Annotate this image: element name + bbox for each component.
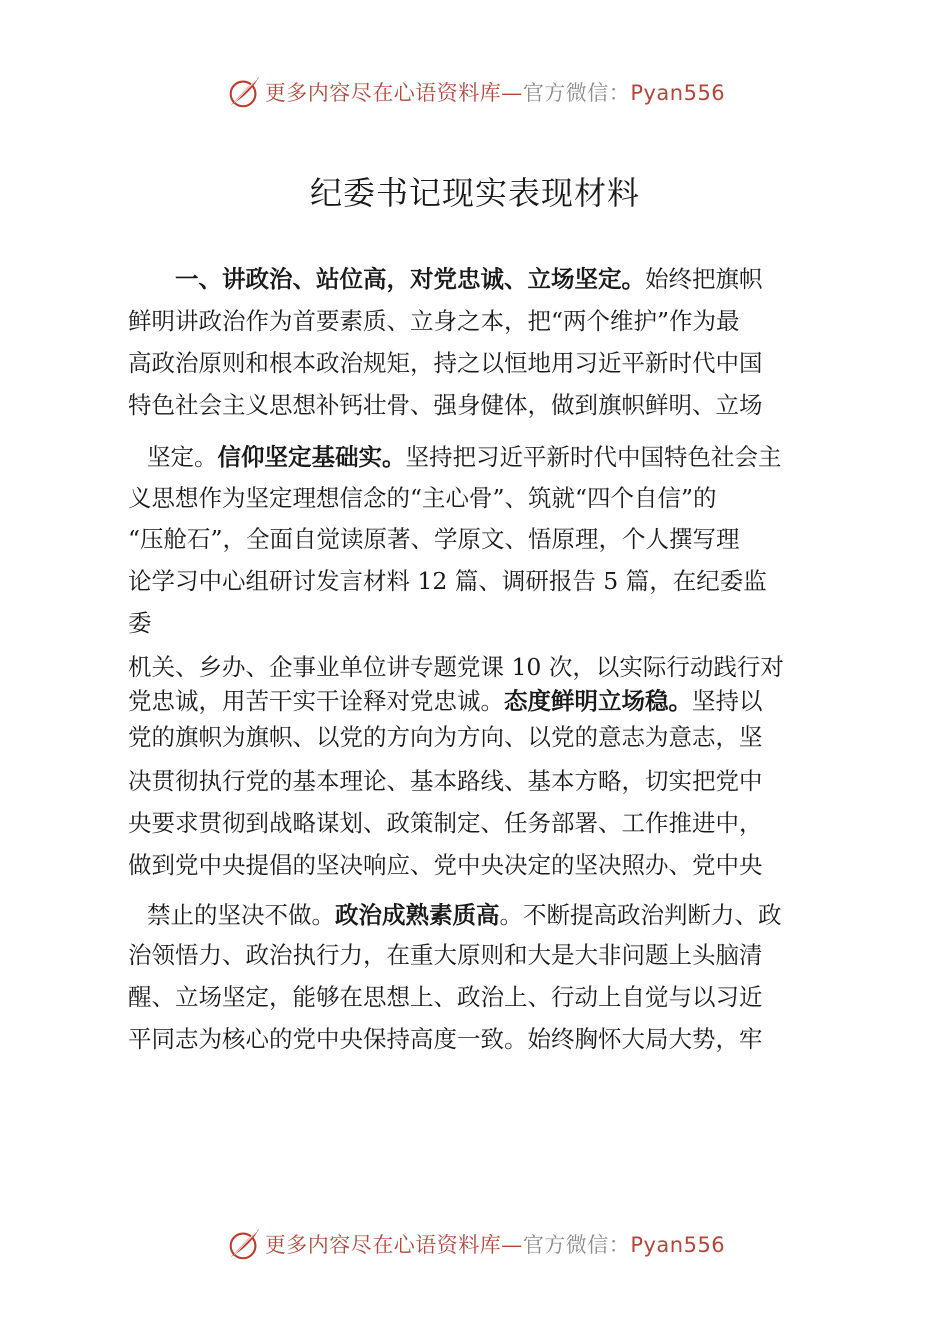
footer-banner: [0, 1222, 950, 1266]
body-line: [128, 720, 828, 756]
bold-heading-run: 政治成熟素质高: [335, 901, 500, 929]
body-line: [128, 650, 828, 686]
text-run: 机关、乡办、企事业单位讲专题党课 10 次，以实际行动践行对: [128, 653, 784, 681]
text-run: 鲜明讲政治作为首要素质、立身之本，把“两个维护”作为最: [128, 307, 740, 335]
text-run: “压舱石”，全面自觉读原著、学原文、悟原理，个人撰写理: [128, 525, 740, 553]
text-run: 央要求贯彻到战略谋划、政策制定、任务部署、工作推进中，: [128, 809, 763, 837]
text-run: 坚持把习近平新时代中国特色社会主: [405, 443, 782, 471]
text-run: 禁止的坚决不做。: [147, 901, 335, 929]
text-run: 义思想作为坚定理想信念的“主心骨”、筑就“四个自信”的: [128, 484, 717, 512]
bold-heading-run: 信仰坚定基础实。: [217, 443, 406, 471]
text-run: 坚持以: [692, 687, 763, 715]
body-line: [175, 262, 875, 298]
body-line: [147, 898, 847, 934]
text-run: 特色社会主义思想补钙壮骨、强身健体，做到旗帜鲜明、立场: [128, 391, 763, 419]
text-run: 平同志为核心的党中央保持高度一致。始终胸怀大局大势，牢: [128, 1025, 763, 1053]
banner-text: 更多内容尽在心语资料库—官方微信：Pyan556: [264, 81, 726, 105]
banner-wechat-id: Pyan556: [630, 1233, 726, 1257]
body-line: [128, 606, 828, 642]
text-run: 委: [128, 609, 152, 637]
banner-wechat-id: Pyan556: [630, 81, 726, 105]
quill-logo-icon: [225, 73, 263, 111]
text-run: 醒、立场坚定，能够在思想上、政治上、行动上自觉与以习近: [128, 983, 763, 1011]
banner-wechat-label: 官方微信：: [522, 81, 631, 105]
body-line: [128, 388, 828, 424]
text-run: 高政治原则和根本政治规矩，持之以恒地用习近平新时代中国: [128, 349, 763, 377]
text-run: 决贯彻执行党的基本理论、基本路线、基本方略，切实把党中: [128, 767, 763, 795]
body-line: [128, 481, 828, 517]
body-line: [128, 980, 828, 1016]
body-line: [147, 440, 847, 476]
body-line: [128, 684, 828, 720]
body-line: [128, 522, 828, 558]
text-run: 治领悟力、政治执行力，在重大原则和大是大非问题上头脑清: [128, 941, 763, 969]
text-run: 做到党中央提倡的坚决响应、党中央决定的坚决照办、党中央: [128, 851, 763, 879]
banner-wechat-label: 官方微信：: [522, 1233, 631, 1257]
bold-heading-run: 一、讲政治、站位高，对党忠诚、立场坚定。: [175, 265, 645, 293]
document-title: 纪委书记现实表现材料: [309, 174, 640, 212]
banner-text: 更多内容尽在心语资料库—官方微信：Pyan556: [264, 1233, 726, 1257]
header-banner: [0, 70, 950, 114]
body-line: [128, 564, 828, 600]
text-run: 党忠诚，用苦干实干诠释对党忠诚。: [128, 687, 504, 715]
text-run: 坚定。: [147, 443, 218, 471]
body-line: [128, 1022, 828, 1058]
body-line: [128, 806, 828, 842]
text-run: 党的旗帜为旗帜、以党的方向为方向、以党的意志为意志，坚: [128, 723, 763, 751]
body-line: [128, 304, 828, 340]
body-line: [128, 848, 828, 884]
body-line: [128, 938, 828, 974]
text-run: 论学习中心组研讨发言材料 12 篇、调研报告 5 篇，在纪委监: [128, 567, 767, 595]
bold-heading-run: 态度鲜明立场稳。: [504, 687, 692, 715]
quill-logo-icon: [225, 1225, 263, 1263]
text-run: 始终把旗帜: [645, 265, 763, 293]
body-line: [128, 764, 828, 800]
body-line: [128, 346, 828, 382]
text-run: 。不断提高政治判断力、政: [499, 901, 782, 929]
